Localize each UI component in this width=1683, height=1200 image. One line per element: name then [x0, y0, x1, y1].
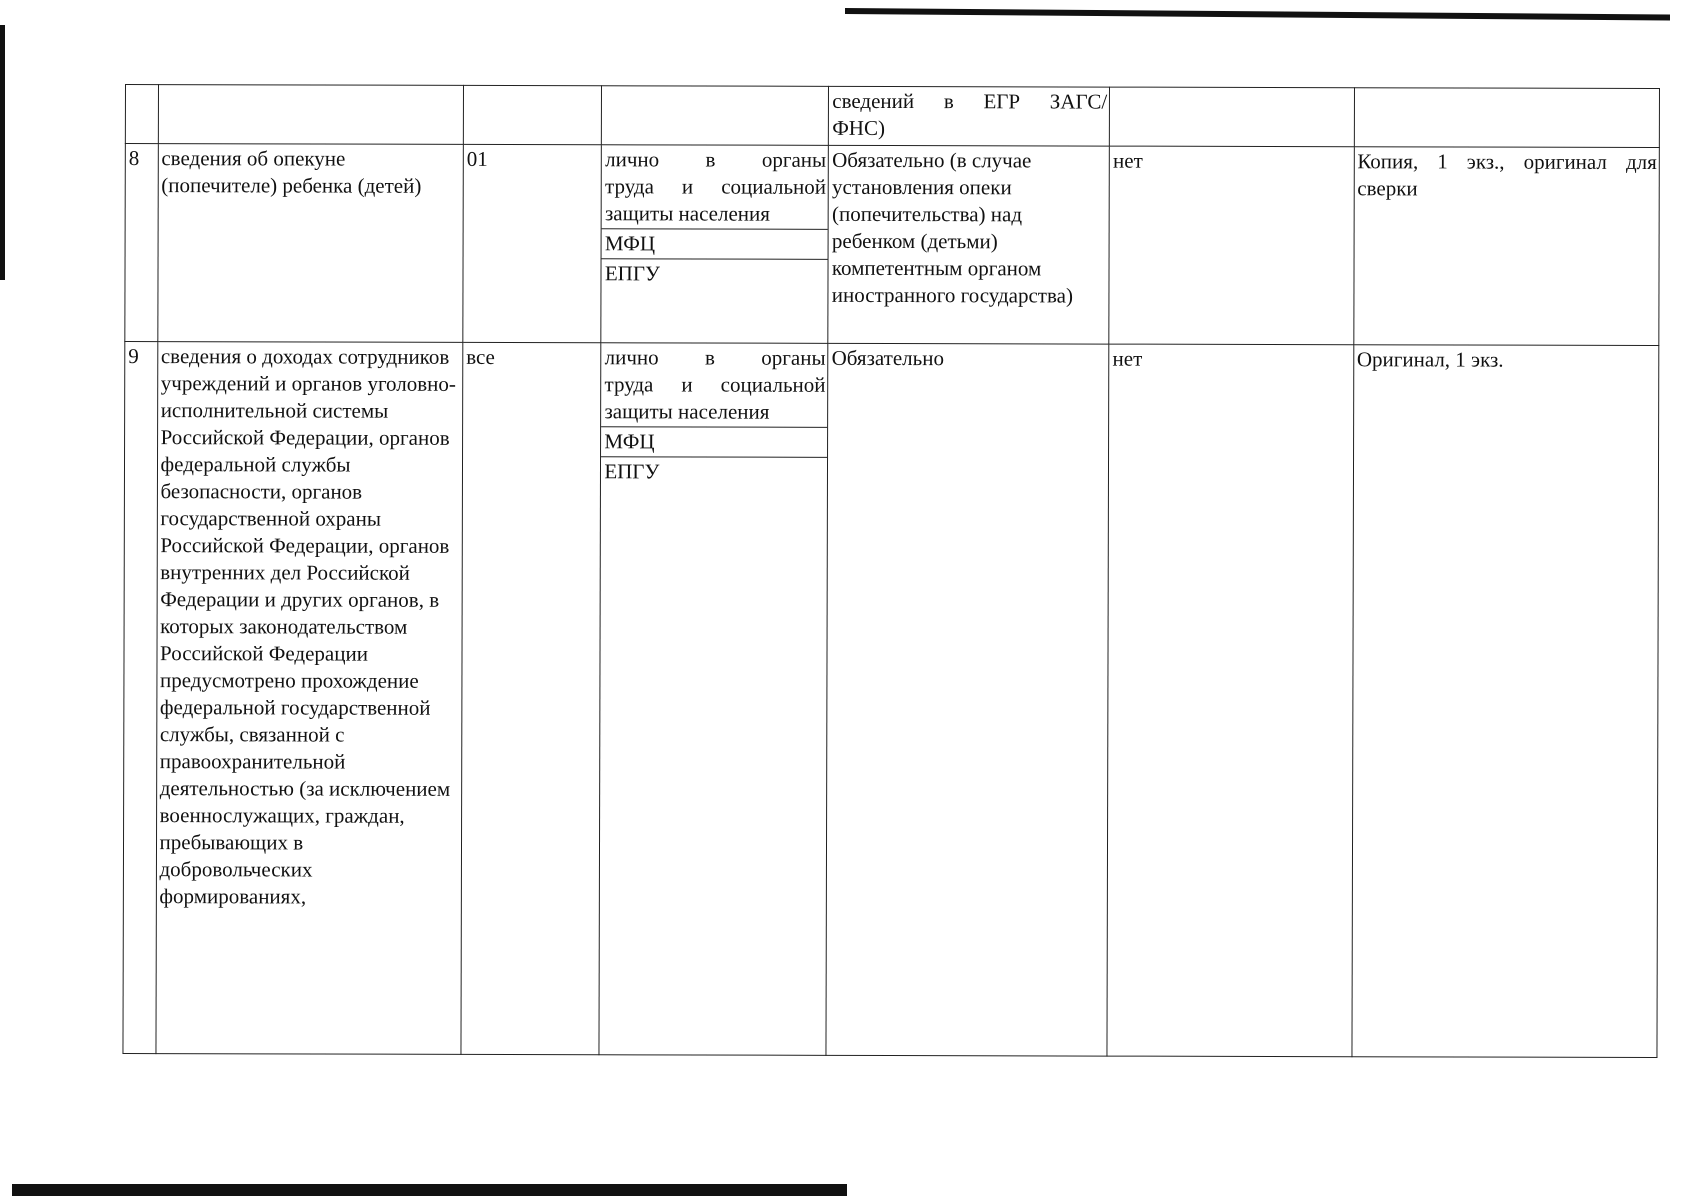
submission-ways [599, 343, 828, 1056]
obligation: Обязательно [826, 343, 1109, 1056]
cell-way [602, 86, 829, 146]
row-number: 8 [125, 144, 158, 342]
document-name: сведения о доходах сотрудников учреждений и органов уголовно-исполнительной системы Российской Федерации, органов федеральной службы безопасности, органов государственной охраны Российской Федерации, органов внутренних дел Российской Федерации и других органов, в которых законодательством Российской Федерации предусмотрено прохождение федеральной государственной службы, связанной с правоохранительной деятельностью (за исключением военнослужащих, граждан, пребывающих в добровольческих формированиях, [156, 342, 463, 1055]
cell-fee [1110, 87, 1354, 147]
table-row-8 [125, 144, 1660, 346]
cell-form [1354, 88, 1660, 148]
way-in-person: лично в органы труда и социальной защиты населения [602, 145, 828, 230]
documents-table [122, 84, 1660, 1058]
cell-code [463, 85, 602, 144]
cell-obligation [829, 86, 1110, 146]
table-row-continuation [125, 85, 1659, 148]
fee: нет [1107, 344, 1353, 1057]
document-name: сведения об опекуне (попечителе) ребенка (детей) [157, 144, 463, 343]
way-in-person: лично в органы труда и социальной защиты населения [601, 343, 827, 428]
cell-num [125, 85, 158, 144]
way-epgu: ЕПГУ [604, 459, 660, 484]
document-form: Оригинал, 1 экз. [1352, 345, 1659, 1058]
row-number: 9 [123, 342, 157, 1054]
obligation: Обязательно (в случае установления опеки (попечительства) над ребенком (детьми) компетентным органом иностранного государства) [828, 145, 1109, 344]
cont-line-1: сведений в ЕГР ЗАГС/ [832, 88, 1108, 114]
category-code: все [461, 342, 601, 1054]
cell-name [158, 85, 464, 145]
category-code: 01 [463, 144, 602, 342]
document-form: Копия, 1 экз., оригинал для сверки [1353, 147, 1659, 346]
way-mfc: МФЦ [601, 427, 827, 458]
way-mfc: МФЦ [602, 229, 828, 260]
submission-ways [601, 145, 829, 344]
fee: нет [1109, 146, 1354, 345]
way-epgu: ЕПГУ [604, 261, 660, 286]
scan-edge-left [0, 25, 5, 280]
scan-edge-top [845, 8, 1670, 20]
cont-line-2: ФНС) [832, 115, 886, 140]
table-row-9 [123, 342, 1659, 1058]
scan-edge-bottom [12, 1184, 847, 1196]
